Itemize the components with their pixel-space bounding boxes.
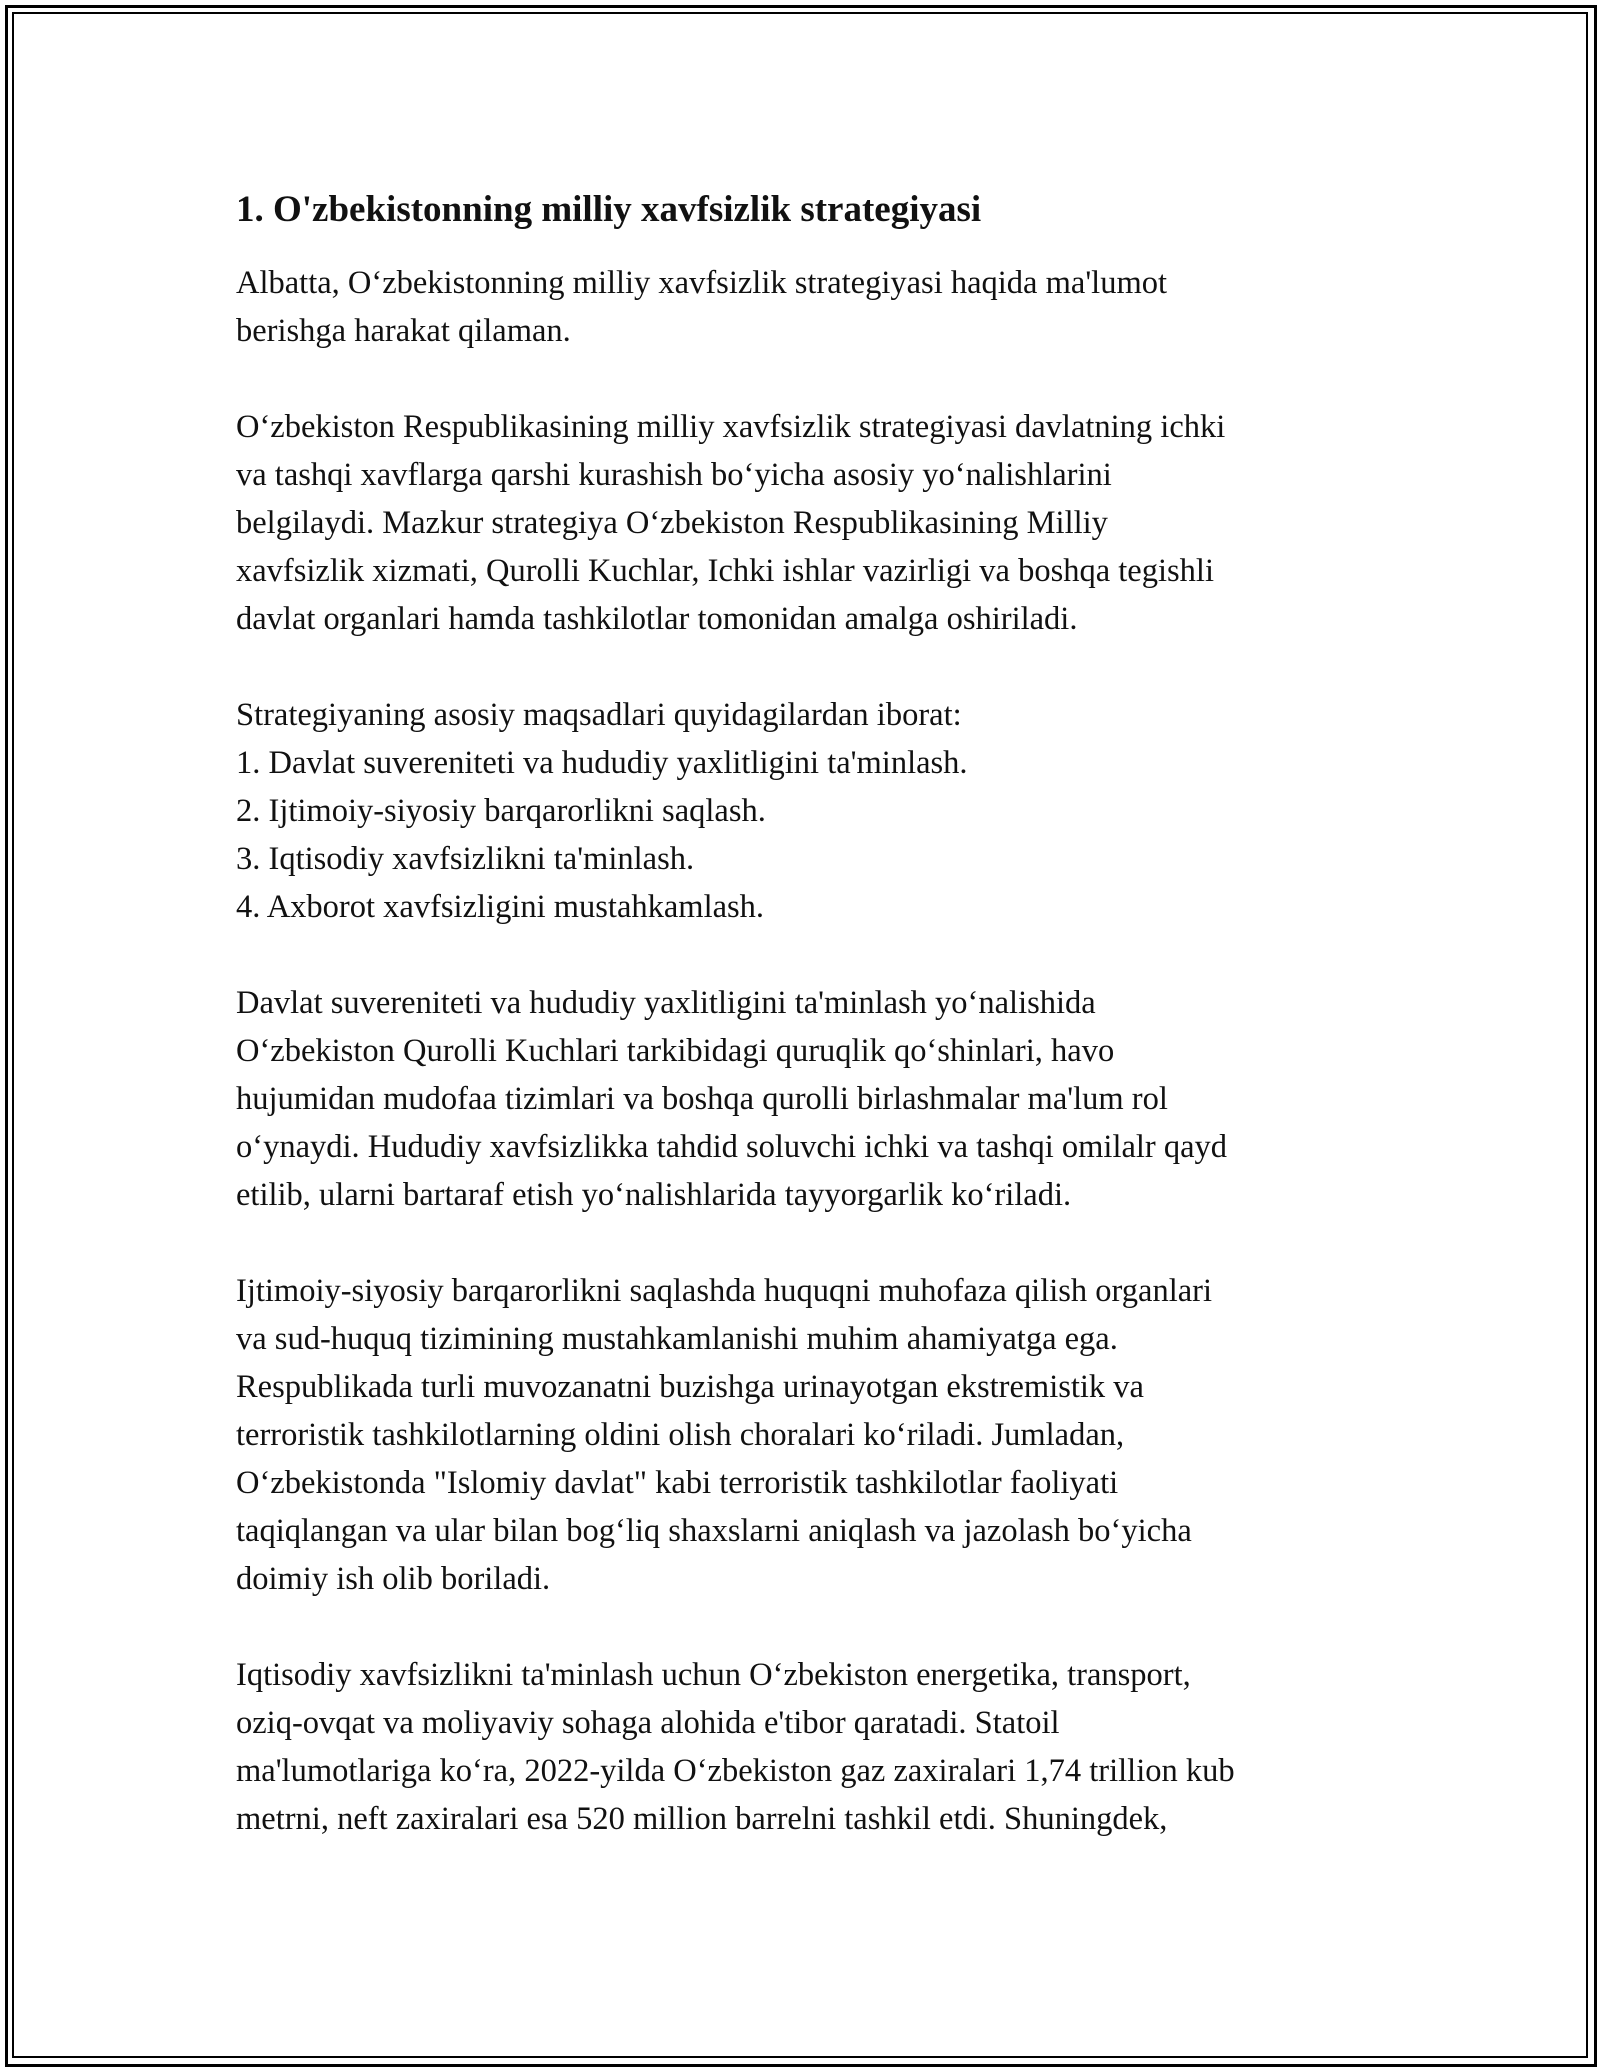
paragraph — [236, 979, 1366, 1219]
text-line: va sud-huquq tizimining mustahkamlanishi muhim ahamiyatga ega. — [236, 1321, 1118, 1357]
text-line: terroristik tashkilotlarning oldini olish choralari ko‘riladi. Jumladan, — [236, 1417, 1125, 1453]
text-line: Iqtisodiy xavfsizlikni ta'minlash uchun O‘zbekiston energetika, transport, — [236, 1657, 1191, 1693]
paragraph — [236, 259, 1366, 355]
paragraph — [236, 403, 1366, 643]
text-line: va tashqi xavflarga qarshi kurashish bo‘yicha asosiy yo‘nalishlarini — [236, 457, 1112, 493]
text-line: etilib, ularni bartaraf etish yo‘nalishlarida tayyorgarlik ko‘riladi. — [236, 1177, 1072, 1213]
text-line: oziq-ovqat va moliyaviy sohaga alohida e'tibor qaratadi. Statoil — [236, 1705, 1060, 1741]
text-line: ma'lumotlariga ko‘ra, 2022-yilda O‘zbekiston gaz zaxiralari 1,74 trillion kub — [236, 1753, 1235, 1789]
text-line: Respublikada turli muvozanatni buzishga urinayotgan ekstremistik va — [236, 1369, 1144, 1405]
text-line: Davlat suvereniteti va hududiy yaxlitligini ta'minlash yo‘nalishida — [236, 985, 1096, 1021]
text-line: xavfsizlik xizmati, Qurolli Kuchlar, Ichki ishlar vazirligi va boshqa tegishli — [236, 553, 1214, 589]
text-line: 3. Iqtisodiy xavfsizlikni ta'minlash. — [236, 841, 695, 877]
text-line: berishga harakat qilaman. — [236, 313, 571, 349]
text-line: taqiqlangan va ular bilan bog‘liq shaxslarni aniqlash va jazolash bo‘yicha — [236, 1513, 1192, 1549]
paragraph — [236, 1651, 1366, 1843]
text-line: metrni, neft zaxiralari esa 520 million barrelni tashkil etdi. Shuningdek, — [236, 1801, 1168, 1837]
text-line: doimiy ish olib boriladi. — [236, 1561, 551, 1597]
text-line: hujumidan mudofaa tizimlari va boshqa qurolli birlashmalar ma'lum rol — [236, 1081, 1168, 1117]
text-line: belgilaydi. Mazkur strategiya O‘zbekiston Respublikasining Milliy — [236, 505, 1108, 541]
text-line: 2. Ijtimoiy-siyosiy barqarorlikni saqlash. — [236, 793, 766, 829]
text-line: Albatta, O‘zbekistonning milliy xavfsizlik strategiyasi haqida ma'lumot — [236, 265, 1168, 301]
text-line: 1. Davlat suvereniteti va hududiy yaxlitligini ta'minlash. — [236, 745, 968, 781]
paragraph — [236, 691, 1366, 931]
text-line: 4. Axborot xavfsizligini mustahkamlash. — [236, 889, 765, 925]
text-line: O‘zbekistonda "Islomiy davlat" kabi terroristik tashkilotlar faoliyati — [236, 1465, 1119, 1501]
text-line: O‘zbekiston Respublikasining milliy xavfsizlik strategiyasi davlatning ichki — [236, 409, 1226, 445]
text-line: davlat organlari hamda tashkilotlar tomonidan amalga oshiriladi. — [236, 601, 1078, 637]
section-heading: 1. O'zbekistonning milliy xavfsizlik strategiyasi — [236, 189, 982, 230]
paragraph — [236, 1267, 1366, 1603]
text-line: O‘zbekiston Qurolli Kuchlari tarkibidagi quruqlik qo‘shinlari, havo — [236, 1033, 1115, 1069]
document-body — [236, 186, 1366, 1891]
paragraph-container — [236, 259, 1366, 1843]
text-line: o‘ynaydi. Hududiy xavfsizlikka tahdid soluvchi ichki va tashqi omilalr qayd — [236, 1129, 1228, 1165]
text-line: Strategiyaning asosiy maqsadlari quyidagilardan iborat: — [236, 697, 962, 733]
text-line: Ijtimoiy-siyosiy barqarorlikni saqlashda huquqni muhofaza qilish organlari — [236, 1273, 1213, 1309]
